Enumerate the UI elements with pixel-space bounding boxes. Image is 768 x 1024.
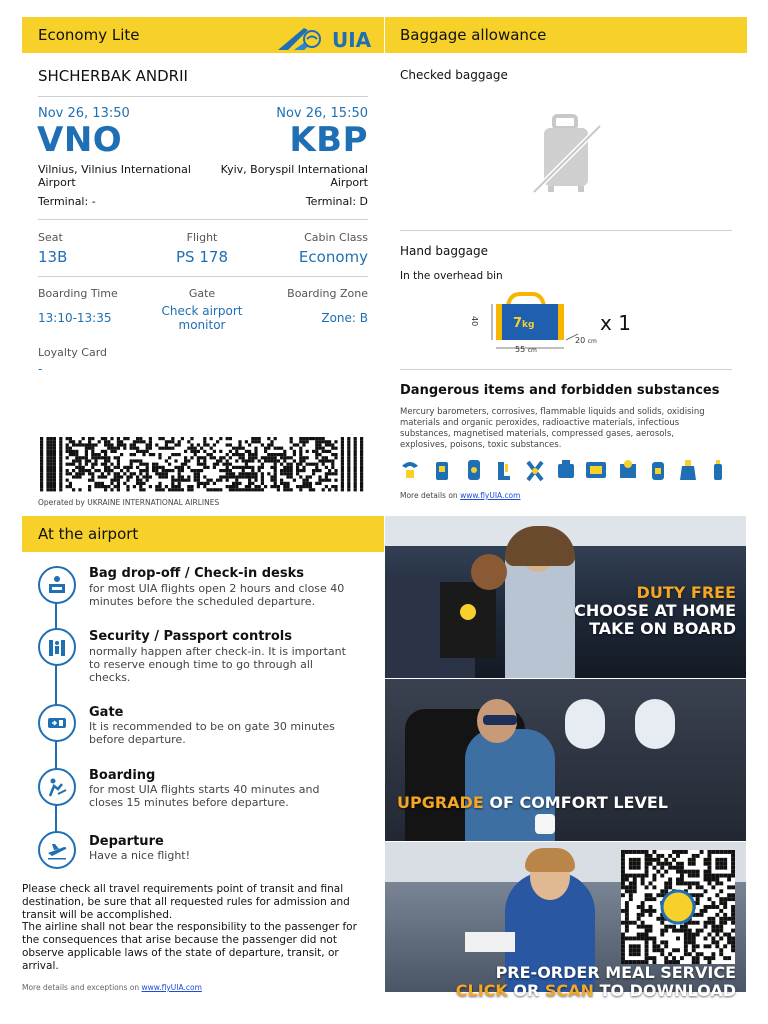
dim-width [515, 345, 537, 354]
security-gate-icon [38, 628, 76, 666]
step-desc-security: normally happen after check-in. It is important to reserve enough time to go through all checks. [89, 645, 346, 684]
airport-footer-link[interactable]: www.flyUIA.com [141, 983, 202, 992]
hand-bag-weight [513, 316, 534, 331]
gate-value: Check airport monitor [161, 304, 243, 332]
dangerous-title: Dangerous items and forbidden substances [400, 383, 720, 398]
arrival-city: Kyiv, Boryspil International Airport [220, 163, 368, 189]
upgrade-rest: OF COMFORT LEVEL [489, 793, 668, 812]
hand-bag-icon [480, 292, 600, 356]
boarding-barcode [40, 437, 366, 494]
seat-value: 13B [38, 248, 68, 266]
duty-free-highlight: DUTY FREE [636, 583, 736, 602]
boarding-icon [38, 768, 76, 806]
dangerous-more [400, 491, 520, 500]
gate-icon [38, 704, 76, 742]
boarding-time-label: Boarding Time [38, 287, 118, 300]
flight-value: PS 178 [176, 248, 228, 266]
loyalty-value: - [38, 362, 43, 376]
departure-code: VNO [37, 120, 123, 160]
gate-label: Gate [188, 287, 216, 300]
arrival-datetime: Nov 26, 15:50 [276, 106, 368, 121]
meal-click: CLICK [455, 981, 508, 1000]
meal-line2 [456, 982, 736, 1000]
cabin-label: Cabin Class [304, 231, 368, 244]
step-title-security: Security / Passport controls [89, 629, 292, 644]
dim-width-unit: cm [527, 347, 537, 354]
plane-departure-icon [38, 831, 76, 869]
meal-line1: PRE-ORDER MEAL SERVICE [495, 963, 736, 982]
passenger-name: SHCHERBAK ANDRII [38, 67, 188, 85]
step-desc-checkin: for most UIA flights open 2 hours and close 40 minutes before the scheduled departure. [89, 582, 345, 608]
fare-class: Economy Lite [38, 26, 140, 44]
duty-free-banner[interactable] [385, 516, 746, 678]
hand-bag-count: x 1 [600, 311, 631, 335]
forbidden-items-icons [400, 458, 730, 484]
meal-scan: SCAN [544, 981, 594, 1000]
upgrade-banner[interactable] [385, 679, 746, 841]
hand-bag-weight-unit: kg [522, 320, 535, 330]
flight-label: Flight [186, 231, 218, 244]
airport-title: At the airport [38, 525, 139, 543]
brand-name: UIA [332, 28, 372, 52]
meal-banner[interactable] [385, 842, 746, 1000]
dim-height: 40 [470, 316, 479, 327]
meal-qr-code[interactable] [621, 850, 735, 964]
boarding-zone-label: Boarding Zone [287, 287, 368, 300]
boarding-zone-value: Zone: B [321, 311, 368, 325]
step-title-boarding: Boarding [89, 768, 156, 783]
dim-depth [575, 336, 597, 345]
dim-depth-unit: cm [587, 338, 597, 345]
dim-width-value: 55 [515, 345, 526, 354]
baggage-title: Baggage allowance [400, 26, 547, 44]
step-title-checkin: Bag drop-off / Check-in desks [89, 566, 304, 581]
hand-baggage-location: In the overhead bin [400, 270, 503, 282]
step-title-departure: Departure [89, 834, 164, 849]
operated-by: Operated by UKRAINE INTERNATIONAL AIRLINES [38, 498, 220, 507]
meal-text [456, 964, 736, 1000]
step-desc-gate: It is recommended to be on gate 30 minutes before departure. [89, 720, 335, 746]
boarding-time-value: 13:10-13:35 [38, 311, 112, 325]
step-title-gate: Gate [89, 705, 124, 720]
checkin-desk-icon [38, 566, 76, 604]
no-checked-baggage-icon [530, 112, 605, 197]
departure-terminal: Terminal: - [38, 195, 96, 208]
airport-footer-prefix: More details and exceptions on [22, 983, 140, 992]
flyuia-link[interactable]: www.flyUIA.com [460, 491, 521, 500]
meal-or: OR [513, 981, 540, 1000]
hand-baggage-label: Hand baggage [400, 244, 488, 258]
dim-depth-value: 20 [575, 336, 586, 345]
dangerous-text: Mercury barometers, corrosives, flammable liquids and solids, oxidising materials and organic peroxides, radioactive materials, infectious substances, magnetised materials, compressed gases, aerosols, explosives, poisons, toxic substances. [400, 407, 705, 450]
meal-rest: TO DOWNLOAD [599, 981, 736, 1000]
arrival-terminal: Terminal: D [305, 195, 368, 208]
upgrade-text [397, 793, 668, 812]
duty-free-line3: TAKE ON BOARD [589, 619, 736, 638]
airport-footer [22, 983, 372, 996]
cabin-value: Economy [298, 248, 368, 266]
duty-free-text [574, 584, 736, 638]
arrival-code: KBP [289, 120, 368, 160]
step-desc-boarding: for most UIA flights starts 40 minutes and closes 15 minutes before departure. [89, 783, 320, 809]
step-desc-departure: Have a nice flight! [89, 849, 191, 862]
departure-city: Vilnius, Vilnius International Airport [38, 163, 191, 189]
loyalty-label: Loyalty Card [38, 346, 108, 359]
departure-datetime: Nov 26, 13:50 [38, 106, 130, 121]
checked-baggage-label: Checked baggage [400, 68, 508, 82]
duty-free-line2: CHOOSE AT HOME [574, 601, 736, 620]
travel-disclaimer: Please check all travel requirements point of transit and final destination, be sure that all requested rules for admission and transit will be accomplished. The airline shall not bear the responsibility to the passenger for the consequences that arise because the passenger did not observe applicable laws of the state of departure, transit, or arrival. [22, 883, 357, 972]
hand-bag-weight-value: 7 [513, 316, 523, 331]
upgrade-highlight: UPGRADE [397, 793, 484, 812]
seat-label: Seat [38, 231, 63, 244]
dangerous-more-prefix: More details on [400, 491, 458, 500]
